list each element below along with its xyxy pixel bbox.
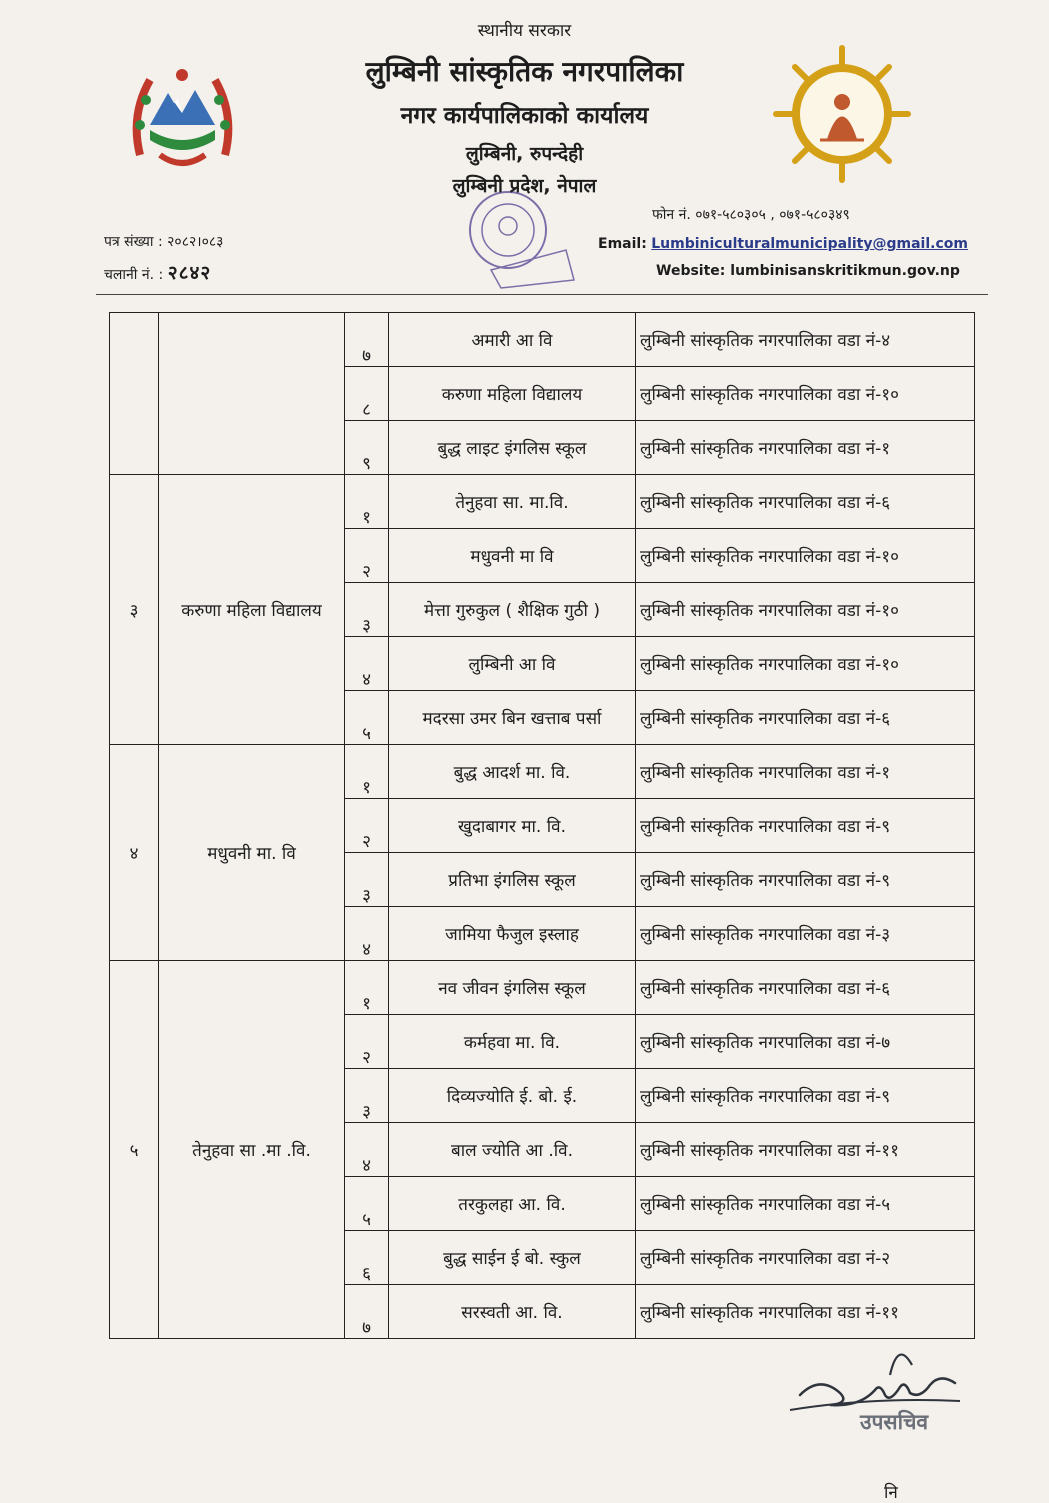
row-ward-text: लुम्बिनी सांस्कृतिक नगरपालिका वडा नं-३ (640, 925, 891, 945)
row-serial: ३ (345, 583, 389, 637)
row-school: मदरसा उमर बिन खत्ताब पर्सा (389, 691, 636, 745)
row-serial: २ (345, 1015, 389, 1069)
email-line (598, 236, 968, 252)
row-school: दिव्यज्योति ई. बो. ई. (389, 1069, 636, 1123)
row-ward (636, 853, 975, 907)
row-serial: २ (345, 529, 389, 583)
row-serial: ५ (345, 1177, 389, 1231)
row-ward-text: लुम्बिनी सांस्कृतिक नगरपालिका वडा नं-७ (640, 1033, 891, 1053)
school-table-body (110, 313, 975, 1339)
patra-sankhya: पत्र संख्या : २०८२।०८३ (104, 234, 224, 250)
row-serial: ३ (345, 1069, 389, 1123)
row-ward-text: लुम्बिनी सांस्कृतिक नगरपालिका वडा नं-११ (640, 1141, 899, 1161)
table-row (110, 475, 975, 529)
chalani-label: चलानी नं. : (104, 267, 164, 283)
website-value: lumbinisanskritikmun.gov.np (730, 263, 960, 279)
row-serial: ६ (345, 1231, 389, 1285)
row-ward (636, 1177, 975, 1231)
website-line (656, 263, 960, 279)
table-row (110, 313, 975, 367)
row-ward (636, 907, 975, 961)
header-divider (96, 294, 988, 295)
row-serial: २ (345, 799, 389, 853)
row-ward-text: लुम्बिनी सांस्कृतिक नगरपालिका वडा नं-९ (640, 871, 891, 891)
row-ward-text: लुम्बिनी सांस्कृतिक नगरपालिका वडा नं-१० (640, 385, 899, 405)
row-ward-text: लुम्बिनी सांस्कृतिक नगरपालिका वडा नं-९ (640, 817, 891, 837)
row-school: बुद्ध लाइट इंगलिस स्कूल (389, 421, 636, 475)
row-school: बाल ज्योति आ .वि. (389, 1123, 636, 1177)
email-label: Email: (598, 236, 647, 252)
row-serial: ४ (345, 637, 389, 691)
row-school: बुद्ध आदर्श मा. वि. (389, 745, 636, 799)
header-province: लुम्बिनी प्रदेश, नेपाल (452, 175, 597, 197)
row-ward (636, 313, 975, 367)
row-school: मेत्ता गुरुकुल ( शैक्षिक गुठी ) (389, 583, 636, 637)
row-school: तेनुहवा सा. मा.वि. (389, 475, 636, 529)
row-ward-text: लुम्बिनी सांस्कृतिक नगरपालिका वडा नं-२ (640, 1249, 891, 1269)
signatory-title: उपसचिव (860, 1410, 929, 1434)
row-school: लुम्बिनी आ वि (389, 637, 636, 691)
group-number (110, 313, 159, 475)
row-school: सरस्वती आ. वि. (389, 1285, 636, 1339)
row-serial: १ (345, 745, 389, 799)
row-ward-text: लुम्बिनी सांस्कृतिक नगरपालिका वडा नं-१० (640, 655, 899, 675)
row-ward (636, 367, 975, 421)
row-serial: ३ (345, 853, 389, 907)
row-ward (636, 421, 975, 475)
chalani-number (104, 259, 211, 285)
row-ward-text: लुम्बिनी सांस्कृतिक नगरपालिका वडा नं-१ (640, 439, 891, 459)
header-municipality: लुम्बिनी सांस्कृतिक नगरपालिका (365, 55, 684, 88)
row-ward-text: लुम्बिनी सांस्कृतिक नगरपालिका वडा नं-५ (640, 1195, 891, 1215)
row-school: मधुवनी मा वि (389, 529, 636, 583)
row-ward-text: लुम्बिनी सांस्कृतिक नगरपालिका वडा नं-१ (640, 763, 891, 783)
email-link[interactable]: Lumbiniculturalmunicipality@gmail.com (651, 236, 968, 252)
row-ward-text: लुम्बिनी सांस्कृतिक नगरपालिका वडा नं-६ (640, 493, 891, 513)
group-number: ४ (110, 745, 159, 961)
school-table (109, 312, 975, 1339)
row-serial: ७ (345, 1285, 389, 1339)
row-school: खुदाबागर मा. वि. (389, 799, 636, 853)
row-serial: ८ (345, 367, 389, 421)
row-school: नव जीवन इंगलिस स्कूल (389, 961, 636, 1015)
row-serial: ५ (345, 691, 389, 745)
row-ward-text: लुम्बिनी सांस्कृतिक नगरपालिका वडा नं-१० (640, 547, 899, 567)
group-school-name: करुणा महिला विद्यालय (159, 475, 345, 745)
row-ward (636, 1285, 975, 1339)
group-number: ३ (110, 475, 159, 745)
row-school: बुद्ध साईन ई बो. स्कुल (389, 1231, 636, 1285)
chalani-value: २८४२ (167, 262, 212, 284)
row-ward-text: लुम्बिनी सांस्कृतिक नगरपालिका वडा नं-११ (640, 1303, 899, 1323)
row-ward (636, 583, 975, 637)
row-school: तरकुलहा आ. वि. (389, 1177, 636, 1231)
row-ward-text: लुम्बिनी सांस्कृतिक नगरपालिका वडा नं-४ (640, 331, 891, 351)
table-row (110, 961, 975, 1015)
group-school-name (159, 313, 345, 475)
row-ward (636, 799, 975, 853)
row-ward (636, 745, 975, 799)
row-ward (636, 637, 975, 691)
row-ward (636, 1069, 975, 1123)
row-ward (636, 1123, 975, 1177)
row-serial: १ (345, 961, 389, 1015)
row-ward (636, 1231, 975, 1285)
group-school-name: तेनुहवा सा .मा .वि. (159, 961, 345, 1339)
row-serial: ४ (345, 1123, 389, 1177)
group-number: ५ (110, 961, 159, 1339)
row-serial: ४ (345, 907, 389, 961)
row-ward-text: लुम्बिनी सांस्कृतिक नगरपालिका वडा नं-१० (640, 601, 899, 621)
bottom-fragment: नि (884, 1483, 898, 1503)
header-office: नगर कार्यपालिकाको कार्यालय (400, 103, 649, 129)
website-label: Website: (656, 263, 726, 279)
row-school: अमारी आ वि (389, 313, 636, 367)
row-serial: ७ (345, 313, 389, 367)
row-school: जामिया फैजुल इस्लाह (389, 907, 636, 961)
row-ward-text: लुम्बिनी सांस्कृतिक नगरपालिका वडा नं-९ (640, 1087, 891, 1107)
row-ward-text: लुम्बिनी सांस्कृतिक नगरपालिका वडा नं-६ (640, 709, 891, 729)
row-ward (636, 529, 975, 583)
row-ward (636, 691, 975, 745)
row-ward (636, 475, 975, 529)
row-ward-text: लुम्बिनी सांस्कृतिक नगरपालिका वडा नं-६ (640, 979, 891, 999)
row-school: करुणा महिला विद्यालय (389, 367, 636, 421)
table-row (110, 745, 975, 799)
row-school: प्रतिभा इंगलिस स्कूल (389, 853, 636, 907)
header-gov: स्थानीय सरकार (477, 21, 572, 41)
phone-numbers: फोन नं. ०७१-५८०३०५ , ०७१-५८०३४९ (652, 207, 850, 223)
header-address: लुम्बिनी, रुपन्देही (465, 143, 584, 165)
row-ward (636, 1015, 975, 1069)
row-school: कर्महवा मा. वि. (389, 1015, 636, 1069)
row-serial: ९ (345, 421, 389, 475)
row-serial: १ (345, 475, 389, 529)
row-ward (636, 961, 975, 1015)
group-school-name: मधुवनी मा. वि (159, 745, 345, 961)
